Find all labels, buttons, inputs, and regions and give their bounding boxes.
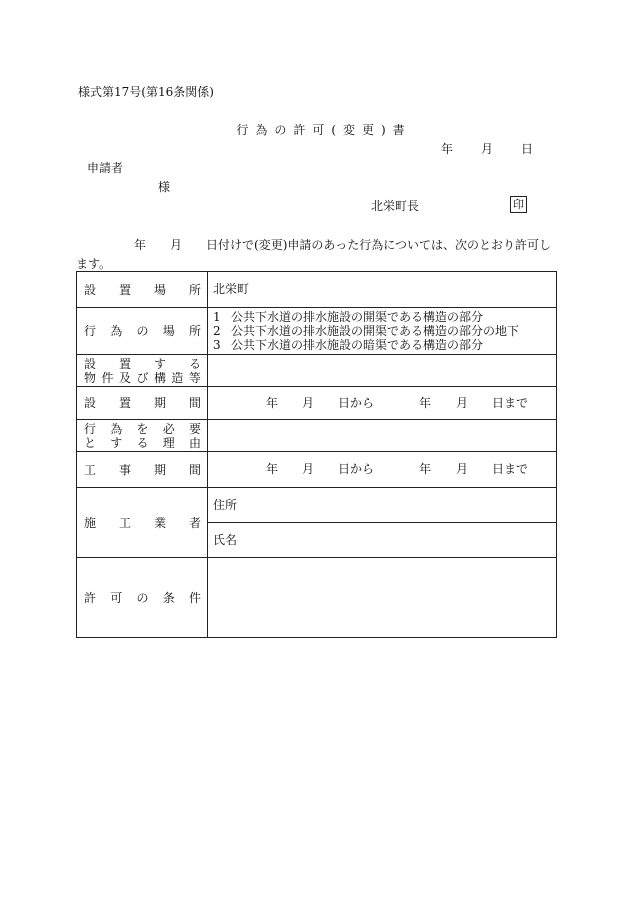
value-location: 北栄町	[208, 272, 557, 308]
value-reason	[208, 420, 557, 452]
row-install-period	[77, 387, 557, 420]
issuer-name: 北栄町長	[371, 199, 420, 213]
statement-year: 年	[134, 238, 147, 252]
form-number: 様式第17号(第16条関係)	[78, 85, 214, 99]
value-objects	[208, 355, 557, 387]
value-contractor-name: 氏名	[208, 523, 557, 558]
row-objects	[77, 355, 557, 387]
statement-month: 月	[170, 238, 183, 252]
row-location	[77, 272, 557, 308]
value-contractor-address: 住所	[208, 488, 557, 523]
act-item: 3 公共下水道の排水施設の暗渠である構造の部分	[213, 338, 484, 352]
row-act-location	[77, 308, 557, 355]
date-day: 日	[521, 142, 534, 156]
label-contractor: 施 工 業 者	[84, 515, 201, 530]
value-construction-period: 年 月 日から 年 月 日まで	[208, 452, 557, 488]
permit-table	[76, 271, 557, 638]
act-item: 1 公共下水道の排水施設の開渠である構造の部分	[213, 310, 484, 324]
applicant-label: 申請者	[87, 161, 124, 175]
row-conditions	[77, 558, 557, 638]
act-item: 2 公共下水道の排水施設の開渠である構造の部分の地下	[213, 324, 520, 338]
seal-mark: 印	[510, 196, 527, 213]
label-reason: 行 為 を 必 要 と す る 理 由	[84, 421, 201, 450]
document-title: 行為の許可(変更)書	[236, 123, 412, 137]
row-construction-period	[77, 452, 557, 488]
row-reason	[77, 420, 557, 452]
label-install-period: 設 置 期 間	[84, 396, 201, 410]
issue-date	[441, 143, 533, 155]
label-construction-period: 工 事 期 間	[84, 462, 201, 477]
label-objects: 設 置 す る 物 件 及 び 構 造 等	[84, 356, 201, 385]
date-year: 年	[441, 142, 454, 156]
label-location: 設 置 場 所	[84, 282, 201, 297]
statement-text: 日付けで(変更)申請のあった行為については、次のとおり許可します。	[76, 238, 552, 271]
row-contractor-address	[77, 488, 557, 523]
label-act-location: 行 為 の 場 所	[84, 324, 201, 338]
date-month: 月	[481, 142, 494, 156]
applicant-honorific: 様	[158, 180, 171, 194]
value-install-period: 年 月 日から 年 月 日まで	[208, 387, 557, 420]
value-conditions	[208, 558, 557, 638]
value-act-location	[208, 308, 557, 355]
permit-statement	[76, 236, 562, 274]
label-conditions: 許 可 の 条 件	[84, 590, 201, 605]
